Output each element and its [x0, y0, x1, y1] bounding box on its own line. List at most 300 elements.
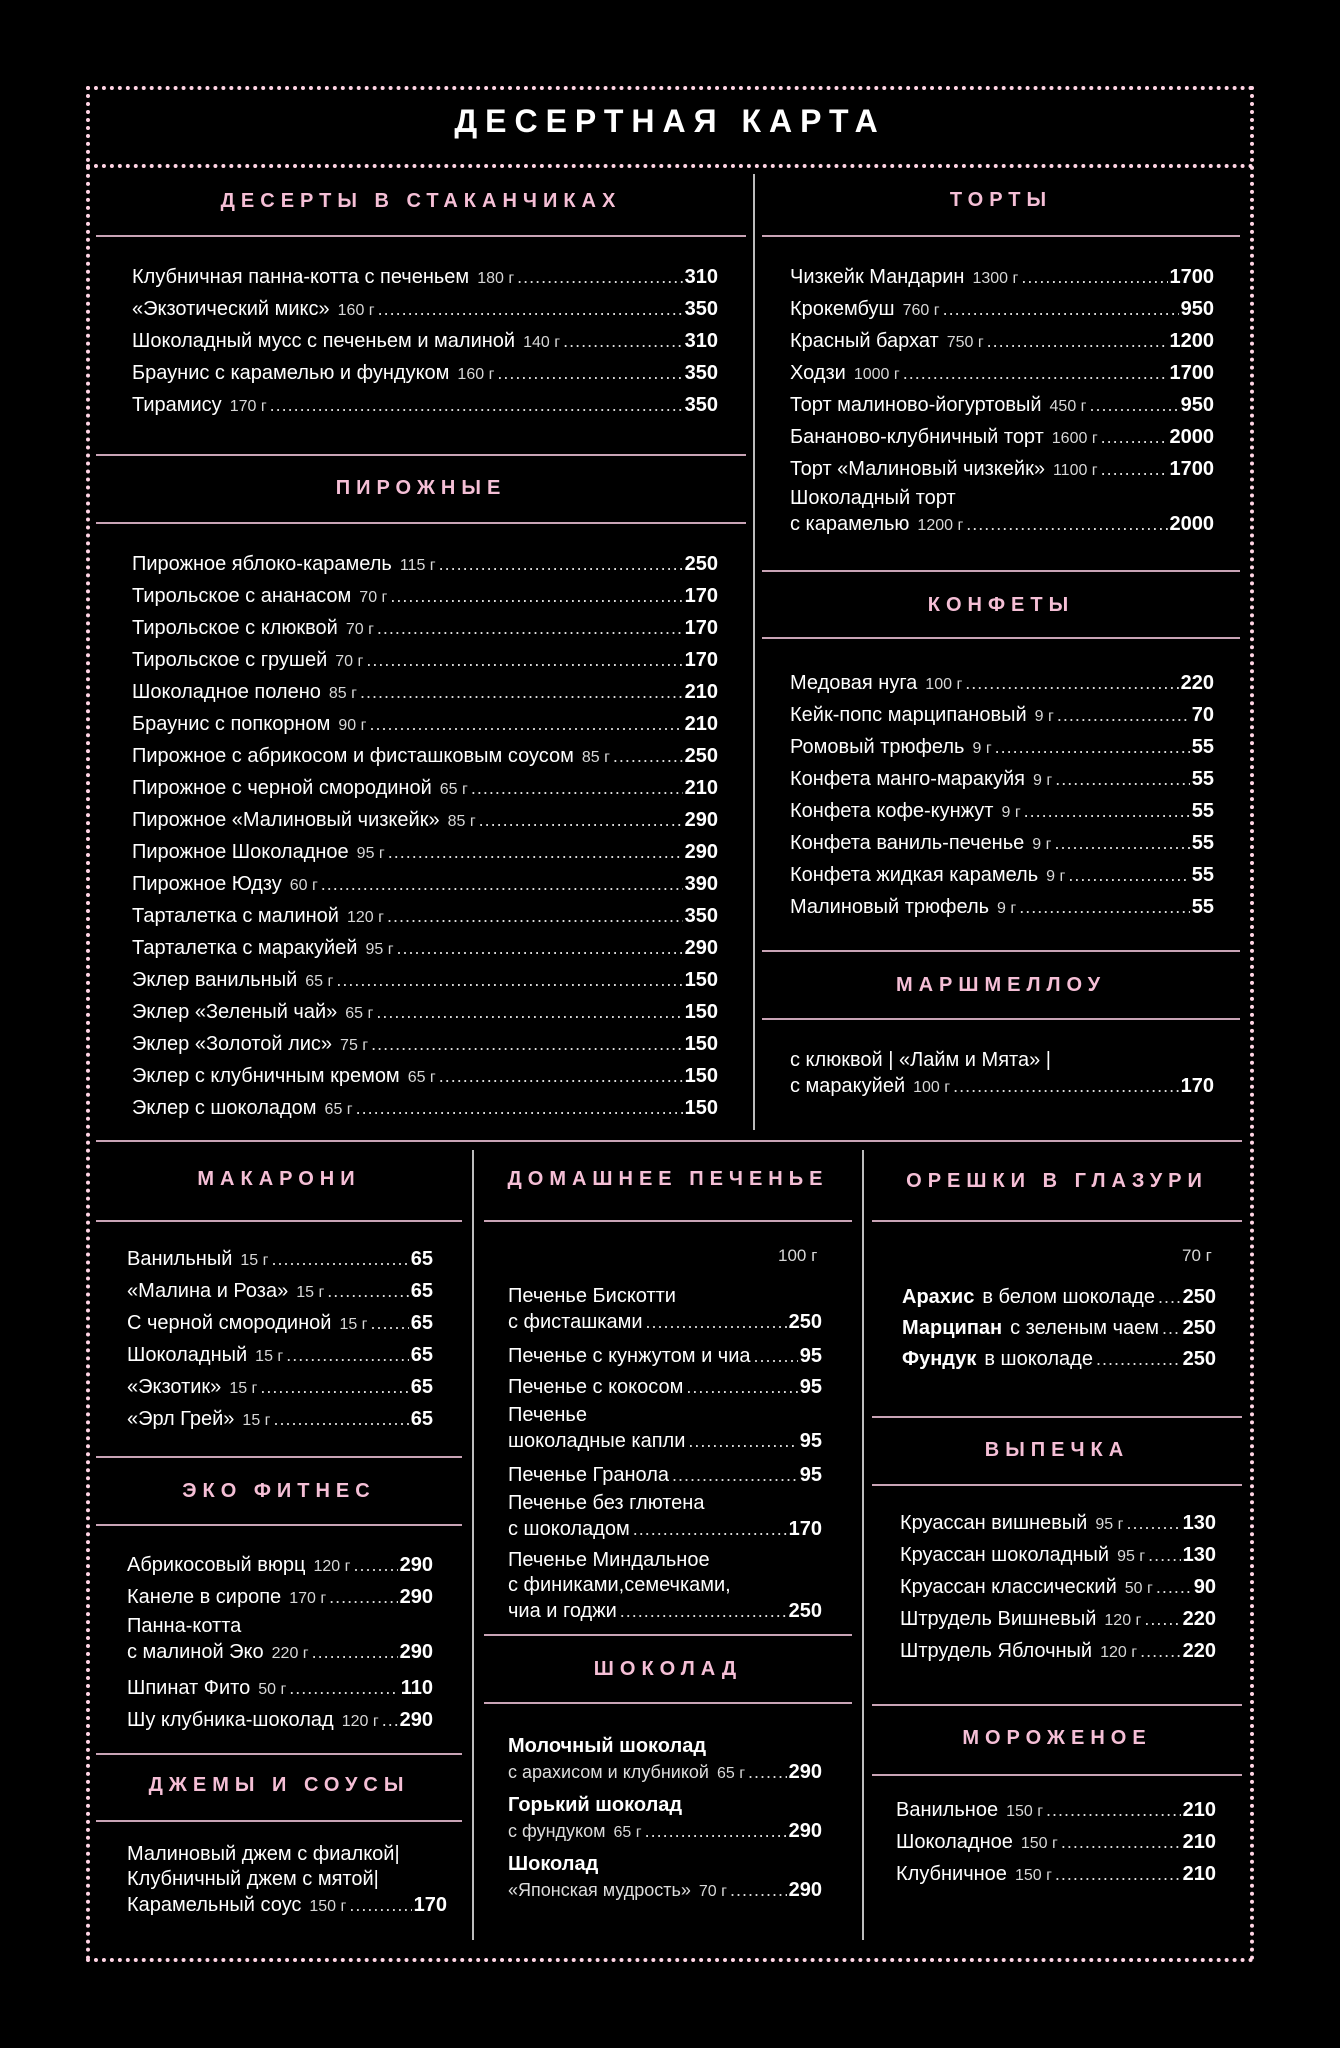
item-name: Браунис с карамелью и фундуком: [132, 362, 450, 384]
item-name: Пирожное Юдзу: [132, 873, 282, 895]
item-weight: 9 г: [1033, 772, 1053, 789]
item-weight: 150 г: [309, 1898, 347, 1915]
item-weight: 65 г: [345, 1005, 374, 1022]
item-price: 250: [788, 1600, 822, 1622]
item-price: 55: [1191, 736, 1214, 758]
item-price: 1700: [1169, 266, 1214, 288]
section-title-bakery: ВЫПЕЧКА: [984, 1439, 1130, 1461]
dot-leader: [1055, 1859, 1181, 1890]
item-name: Конфета кофе-кунжут: [790, 800, 994, 822]
menu-item: [127, 1276, 433, 1308]
item-price: 290: [399, 1554, 433, 1576]
menu-item: [900, 1604, 1216, 1636]
item-price: 310: [684, 266, 718, 288]
item-name: Пирожное с абрикосом и фисташковым соусом: [132, 745, 574, 767]
menu-item: [508, 1460, 822, 1491]
item-price: 170: [684, 617, 718, 639]
item-name-line: Печенье без глютена: [508, 1492, 705, 1514]
section-divider: [872, 1484, 1242, 1486]
dot-leader: [1156, 1572, 1192, 1603]
item-name: Шоколадный: [127, 1344, 248, 1366]
item-name-line: Шоколадный торт: [790, 487, 956, 509]
item-price: 210: [684, 777, 718, 799]
menu-item: [132, 773, 718, 805]
item-weight: 15 г: [242, 1412, 271, 1429]
dot-leader: [356, 1093, 683, 1124]
item-price: 65: [410, 1312, 433, 1334]
item-name: с фундуком: [508, 1821, 606, 1841]
item-weight: 15 г: [339, 1316, 368, 1333]
item-weight: 70 г: [335, 653, 364, 670]
section-divider: [872, 1220, 1242, 1222]
item-price: 2000: [1169, 513, 1214, 535]
dot-leader: [289, 1673, 398, 1704]
section-divider: [96, 454, 746, 456]
dot-leader: [965, 668, 1178, 699]
section-cups-list: [132, 262, 718, 422]
section-divider: [762, 1018, 1240, 1020]
item-weight: 85 г: [447, 813, 476, 830]
item-name-line: Горький шоколад: [508, 1794, 683, 1816]
item-price: 250: [1182, 1317, 1216, 1339]
row-divider: [96, 1140, 1242, 1142]
item-name: Эклер ванильный: [132, 969, 298, 991]
item-name: Тирольское с клюквой: [132, 617, 338, 639]
item-price: 290: [684, 841, 718, 863]
dot-leader: [387, 901, 683, 932]
dot-leader: [349, 1892, 411, 1918]
item-price: 250: [788, 1311, 822, 1333]
item-price: 220: [1182, 1640, 1216, 1662]
section-jams-list: [127, 1842, 447, 1926]
dot-leader: [517, 262, 682, 293]
item-price: 70: [1191, 704, 1214, 726]
item-name: «Экзотик»: [127, 1376, 222, 1398]
nuts-weight-note: 70 г: [1182, 1246, 1212, 1265]
dot-leader: [1061, 1827, 1181, 1858]
item-weight: 75 г: [340, 1037, 369, 1054]
section-macarons-list: [127, 1244, 433, 1436]
item-price: 1700: [1169, 362, 1214, 384]
item-price: 55: [1191, 864, 1214, 886]
item-name-line: Печенье Бискотти: [508, 1285, 676, 1307]
item-name: Шоколадное полено: [132, 681, 321, 703]
item-name: «Японская мудрость»: [508, 1880, 691, 1900]
menu-item: [132, 869, 718, 901]
menu-item: [132, 805, 718, 837]
dot-leader: [397, 933, 683, 964]
item-price: 65: [410, 1376, 433, 1398]
item-weight: 760 г: [902, 302, 940, 319]
menu-item: [790, 358, 1214, 390]
item-name: Тирамису: [132, 394, 222, 416]
menu-item: [132, 358, 718, 390]
item-weight: 85 г: [581, 749, 610, 766]
item-weight: 1600 г: [1051, 430, 1098, 447]
item-name-bold: Марципан: [902, 1317, 1003, 1339]
item-price: 65: [410, 1344, 433, 1366]
dot-leader: [1057, 700, 1190, 731]
title-divider: [86, 164, 1254, 168]
page-title: ДЕСЕРТНАЯ КАРТА: [454, 103, 886, 139]
item-name: Торт малиново-йогуртовый: [790, 394, 1042, 416]
item-price: 65: [410, 1408, 433, 1430]
menu-item: [132, 613, 718, 645]
item-name-bold: Фундук: [902, 1348, 977, 1370]
item-price: 290: [399, 1586, 433, 1608]
dot-leader: [1144, 1604, 1180, 1635]
item-weight: 15 г: [229, 1380, 258, 1397]
item-name: с фисташками: [508, 1311, 643, 1333]
item-name: шоколадные капли: [508, 1430, 686, 1452]
item-name: Пирожное с черной смородиной: [132, 777, 432, 799]
item-name-line: Печенье Миндальное: [508, 1549, 710, 1571]
menu-item: [902, 1313, 1216, 1344]
item-weight: 220 г: [271, 1645, 309, 1662]
dot-leader: [270, 390, 683, 421]
dot-leader: [260, 1372, 408, 1403]
item-weight: 9 г: [1034, 708, 1054, 725]
item-name: с маракуйей: [790, 1075, 906, 1097]
item-price: 210: [1182, 1863, 1216, 1885]
item-weight: 65 г: [439, 781, 468, 798]
dot-leader: [1162, 1313, 1181, 1344]
item-price: 55: [1191, 768, 1214, 790]
item-name: Ванильное: [896, 1799, 999, 1821]
dot-leader: [329, 1582, 397, 1613]
item-price: 950: [1180, 394, 1214, 416]
item-price: 110: [400, 1677, 433, 1699]
menu-item: [127, 1308, 433, 1340]
column-divider: [753, 174, 755, 1130]
item-name-line: Панна-котта: [127, 1615, 242, 1637]
dot-leader: [903, 358, 1168, 389]
menu-item: [896, 1827, 1216, 1859]
menu-item: [790, 860, 1214, 892]
item-weight: 150 г: [1014, 1867, 1052, 1884]
item-price: 350: [684, 905, 718, 927]
item-name: Тирольское с ананасом: [132, 585, 352, 607]
dot-leader: [995, 732, 1190, 763]
menu-item: [132, 933, 718, 965]
menu-item: [132, 901, 718, 933]
item-name: «Малина и Роза»: [127, 1280, 289, 1302]
item-price: 350: [684, 362, 718, 384]
dot-leader: [646, 1309, 787, 1335]
item-price: 170: [684, 585, 718, 607]
item-weight: 1300 г: [972, 270, 1019, 287]
item-weight: 100 г: [913, 1079, 951, 1096]
section-divider: [872, 1774, 1242, 1776]
section-divider: [96, 235, 746, 237]
menu-item: [508, 1341, 822, 1372]
item-weight: 115 г: [399, 557, 436, 574]
item-weight: 15 г: [296, 1284, 325, 1301]
dot-leader: [376, 997, 682, 1028]
item-weight: 9 г: [972, 740, 992, 757]
item-name: Пирожное яблоко-карамель: [132, 553, 392, 575]
dot-leader: [1055, 764, 1190, 795]
dot-leader: [1054, 828, 1189, 859]
menu-item: [132, 837, 718, 869]
item-weight: 65 г: [305, 973, 334, 990]
item-price: 95: [799, 1376, 822, 1398]
item-weight: 160 г: [337, 302, 375, 319]
item-price: 95: [799, 1430, 822, 1452]
dot-leader: [497, 358, 682, 389]
item-name-line: Малиновый джем с фиалкой|: [127, 1843, 400, 1865]
menu-item: [900, 1636, 1216, 1668]
menu-item: [790, 828, 1214, 860]
item-name: Канеле в сиропе: [127, 1586, 282, 1608]
section-divider: [96, 1456, 462, 1458]
column-divider: [472, 1150, 474, 1940]
dot-leader: [1101, 454, 1168, 485]
section-candies-list: [790, 668, 1214, 924]
item-price: 1200: [1169, 330, 1214, 352]
menu-item: [790, 700, 1214, 732]
dot-leader: [748, 1759, 787, 1785]
menu-item: [508, 1852, 822, 1905]
menu-item: [127, 1550, 433, 1582]
menu-item: [132, 709, 718, 741]
item-price: 130: [1182, 1544, 1216, 1566]
item-name: Медовая нуга: [790, 672, 918, 694]
dot-leader: [1158, 1282, 1181, 1313]
section-divider: [96, 1820, 462, 1822]
item-price: 390: [684, 873, 718, 895]
item-weight: 9 г: [1001, 804, 1021, 821]
item-weight: 1000 г: [853, 366, 900, 383]
item-weight: 120 г: [346, 909, 384, 926]
item-weight: 170 г: [289, 1590, 327, 1607]
section-title-eco: ЭКО ФИТНЕС: [182, 1480, 376, 1502]
dot-leader: [382, 1705, 398, 1736]
item-weight: 50 г: [1124, 1580, 1153, 1597]
item-price: 170: [1180, 1075, 1214, 1097]
dot-leader: [953, 1073, 1179, 1099]
item-weight: 65 г: [716, 1765, 746, 1782]
menu-item: [132, 1061, 718, 1093]
menu-item: [896, 1795, 1216, 1827]
section-title-icecream: МОРОЖЕНОЕ: [962, 1727, 1152, 1749]
item-price: 290: [399, 1641, 433, 1663]
menu-item: [508, 1372, 822, 1403]
dot-leader: [1096, 1344, 1181, 1375]
item-weight: 70 г: [359, 589, 388, 606]
item-name: Шу клубника-шоколад: [127, 1709, 334, 1731]
item-weight: 50 г: [258, 1681, 287, 1698]
item-weight: 15 г: [240, 1252, 269, 1269]
menu-item: [790, 294, 1214, 326]
item-weight: 140 г: [523, 334, 561, 351]
item-weight: 60 г: [289, 877, 318, 894]
item-name: «Экзотический микс»: [132, 298, 330, 320]
menu-item: [132, 1093, 718, 1125]
item-weight: 95 г: [1095, 1516, 1124, 1533]
section-title-cakes: ТОРТЫ: [949, 189, 1053, 211]
item-weight: 70 г: [698, 1883, 727, 1900]
menu-item: [790, 732, 1214, 764]
item-name: Абрикосовый вюрц: [127, 1554, 306, 1576]
item-name: Чизкейк Мандарин: [790, 266, 965, 288]
item-price: 220: [1182, 1608, 1216, 1630]
dot-leader: [479, 805, 683, 836]
item-weight: 750 г: [946, 334, 984, 351]
dot-leader: [327, 1276, 408, 1307]
item-name: с малиной Эко: [127, 1641, 264, 1663]
item-name: Пирожное «Малиновый чизкейк»: [132, 809, 440, 831]
section-pastries-list: [132, 549, 718, 1125]
item-price: 290: [399, 1709, 433, 1731]
item-name: в шоколаде: [984, 1348, 1093, 1370]
item-name: Кейк-попс марципановый: [790, 704, 1027, 726]
dot-leader: [688, 1428, 797, 1454]
dot-leader: [1021, 262, 1167, 293]
dot-leader: [286, 1340, 409, 1371]
dot-leader: [1140, 1636, 1181, 1667]
menu-item: [790, 326, 1214, 358]
section-marshmallow-list: [790, 1048, 1214, 1107]
item-name: Клубничное: [896, 1863, 1007, 1885]
item-name: Красный бархат: [790, 330, 939, 352]
item-price: 90: [1193, 1576, 1216, 1598]
item-name: Штрудель Вишневый: [900, 1608, 1097, 1630]
item-name: Печенье с кунжутом и чиа: [508, 1345, 751, 1367]
item-name: С черной смородиной: [127, 1312, 332, 1334]
section-divider: [484, 1634, 852, 1636]
dot-leader: [686, 1372, 797, 1403]
item-name: Эклер «Зеленый чай»: [132, 1001, 338, 1023]
dot-leader: [1101, 422, 1168, 453]
dot-leader: [439, 1061, 683, 1092]
menu-item: [790, 764, 1214, 796]
menu-item: [132, 294, 718, 326]
dot-leader: [274, 1404, 409, 1435]
dot-leader: [620, 1598, 787, 1624]
section-cookies-list: [508, 1284, 822, 1630]
menu-item: [132, 997, 718, 1029]
menu-item: [127, 1372, 433, 1404]
dot-leader: [360, 677, 683, 708]
item-price: 55: [1191, 832, 1214, 854]
cookies-weight-note: 100 г: [778, 1246, 818, 1265]
item-price: 210: [1182, 1799, 1216, 1821]
item-price: 150: [684, 1001, 718, 1023]
dot-leader: [336, 965, 682, 996]
item-price: 950: [1180, 298, 1214, 320]
dot-leader: [987, 326, 1168, 357]
item-name: Карамельный соус: [127, 1894, 302, 1916]
item-price: 210: [684, 681, 718, 703]
item-price: 250: [1182, 1348, 1216, 1370]
section-divider: [96, 1220, 462, 1222]
dot-leader: [645, 1818, 787, 1844]
item-price: 170: [788, 1518, 822, 1540]
item-weight: 120 г: [341, 1713, 379, 1730]
dot-leader: [1090, 390, 1179, 421]
item-price: 55: [1191, 800, 1214, 822]
dot-leader: [1126, 1508, 1180, 1539]
dot-leader: [672, 1460, 798, 1491]
item-name: Конфета манго-маракуйя: [790, 768, 1025, 790]
item-name: с арахисом и клубникой: [508, 1762, 709, 1782]
section-title-jams: ДЖЕМЫ И СОУСЫ: [148, 1774, 410, 1796]
item-name: Эклер с клубничным кремом: [132, 1065, 400, 1087]
section-cakes-list: [790, 262, 1214, 545]
item-price: 290: [788, 1820, 822, 1842]
menu-item: [132, 645, 718, 677]
item-name: Тарталетка с малиной: [132, 905, 339, 927]
item-price: 220: [1180, 672, 1214, 694]
dot-leader: [371, 1029, 683, 1060]
dot-leader: [943, 294, 1179, 325]
menu-item: [902, 1344, 1216, 1375]
item-name: Конфета ваниль-печенье: [790, 832, 1025, 854]
dot-leader: [754, 1341, 798, 1372]
item-name: Малиновый трюфель: [790, 896, 990, 918]
dot-leader: [321, 869, 683, 900]
menu-item: [132, 326, 718, 358]
item-name: Браунис с попкорном: [132, 713, 331, 735]
section-divider: [762, 570, 1240, 572]
item-weight: 1100 г: [1052, 462, 1098, 479]
item-weight: 9 г: [997, 900, 1017, 917]
menu-item: [790, 422, 1214, 454]
item-price: 170: [684, 649, 718, 671]
dot-leader: [312, 1639, 398, 1665]
item-name: Штрудель Яблочный: [900, 1640, 1093, 1662]
item-weight: 95 г: [356, 845, 385, 862]
item-name-line: Молочный шоколад: [508, 1735, 707, 1757]
section-title-marshmallow: МАРШМЕЛЛОУ: [895, 974, 1107, 996]
item-price: 150: [684, 969, 718, 991]
dot-leader: [366, 645, 682, 676]
menu-item: [790, 796, 1214, 828]
menu-item: [508, 1734, 822, 1787]
item-weight: 120 г: [1104, 1612, 1142, 1629]
item-name: с карамелью: [790, 513, 910, 535]
item-weight: 180 г: [477, 270, 515, 287]
item-name: Конфета жидкая карамель: [790, 864, 1039, 886]
item-name-line: Клубничный джем с мятой|: [127, 1868, 379, 1890]
item-weight: 120 г: [313, 1558, 351, 1575]
section-bakery-list: [900, 1508, 1216, 1668]
item-name: Клубничная панна-котта с печеньем: [132, 266, 470, 288]
section-divider: [762, 637, 1240, 639]
dot-leader: [388, 837, 683, 868]
item-name-bold: Арахис: [902, 1286, 975, 1308]
menu-item: [790, 892, 1214, 924]
item-name: Эклер с шоколадом: [132, 1097, 317, 1119]
menu-item: [127, 1582, 433, 1614]
section-title-chocolate: ШОКОЛАД: [593, 1658, 743, 1680]
item-price: 55: [1191, 896, 1214, 918]
item-name: Торт «Малиновый чизкейк»: [790, 458, 1045, 480]
section-title-nuts: ОРЕШКИ В ГЛАЗУРИ: [906, 1170, 1208, 1192]
section-icecream-list: [896, 1795, 1216, 1891]
item-name-line: Печенье: [508, 1404, 587, 1426]
item-weight: 65 г: [324, 1101, 353, 1118]
menu-item: [790, 1048, 1214, 1101]
item-weight: 120 г: [1100, 1644, 1138, 1661]
dot-leader: [378, 294, 683, 325]
dot-leader: [271, 1244, 408, 1275]
item-weight: 100 г: [925, 676, 963, 693]
dot-leader: [353, 1550, 397, 1581]
menu-item: [790, 454, 1214, 486]
dot-leader: [563, 326, 683, 357]
